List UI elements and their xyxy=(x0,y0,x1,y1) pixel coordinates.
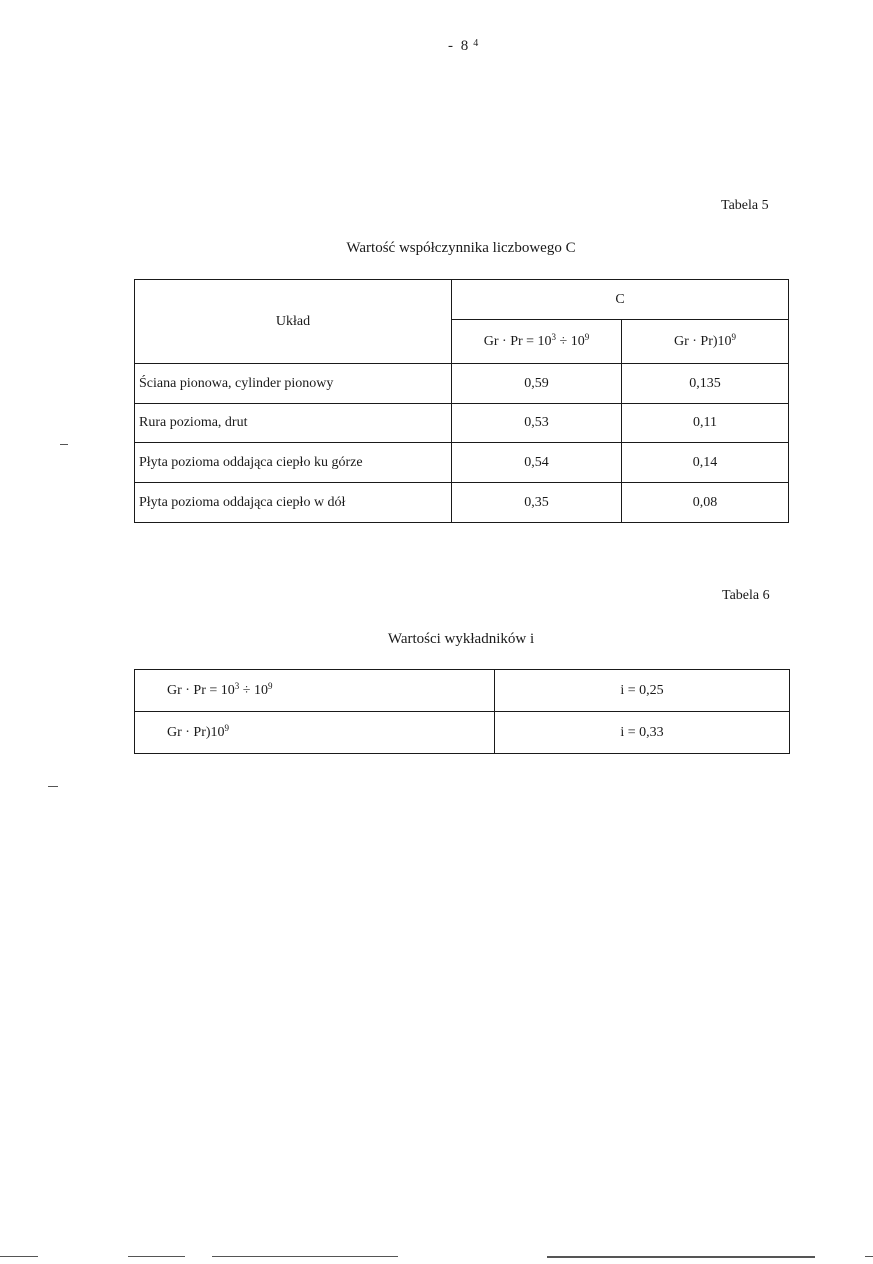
table5-cell-system: Rura pozioma, drut xyxy=(135,404,452,443)
table5-header-col1: $Gr \cdot Pr = 10^3 \div 10^9$ xyxy=(452,320,622,364)
table5-header-col2: $Gr \cdot Pr)10^9$ xyxy=(622,320,789,364)
table5-cell-c1: 0,53 xyxy=(452,404,622,443)
scan-mark xyxy=(547,1256,815,1258)
table5-cell-c2: 0,14 xyxy=(622,443,789,483)
scan-mark xyxy=(212,1256,398,1257)
scan-mark xyxy=(0,1256,38,1257)
page-mark: 4 xyxy=(473,38,481,49)
table5-header-system: Układ xyxy=(135,280,452,364)
table5-cell-c1: 0,54 xyxy=(452,443,622,483)
table6-cell-condition: $Gr \cdot Pr)10^9$ xyxy=(135,712,495,754)
table-row xyxy=(135,483,789,523)
table-row xyxy=(135,712,790,754)
scan-mark xyxy=(865,1256,873,1257)
table5-cell-c2: 0,135 xyxy=(622,364,789,404)
table5 xyxy=(134,279,789,523)
table5-cell-c1: 0,35 xyxy=(452,483,622,523)
table5-title: Wartość współczynnika liczbowego C xyxy=(346,240,576,256)
table5-cell-c1: 0,59 xyxy=(452,364,622,404)
table6-cell-value: i = 0,33 xyxy=(495,712,790,754)
table6-cell-condition: $Gr \cdot Pr = 10^3 \div 10^9$ xyxy=(135,670,495,712)
table6-title: Wartości wykładników i xyxy=(387,631,535,647)
scan-mark xyxy=(128,1256,185,1257)
table-row xyxy=(135,404,789,443)
page-number xyxy=(448,38,480,55)
table6 xyxy=(134,669,790,754)
table-row xyxy=(135,364,789,404)
scan-mark xyxy=(60,444,68,445)
table5-label: Tabela 5 xyxy=(721,198,769,213)
table5-cell-c2: 0,08 xyxy=(622,483,789,523)
table5-cell-system: Ściana pionowa, cylinder pionowy xyxy=(135,364,452,404)
table6-label: Tabela 6 xyxy=(722,588,770,603)
table-row xyxy=(135,670,790,712)
table5-cell-c2: 0,11 xyxy=(622,404,789,443)
table5-cell-system: Płyta pozioma oddająca ciepło ku górze xyxy=(135,443,452,483)
scan-mark xyxy=(48,786,58,787)
page-number-text: - 8 xyxy=(448,38,471,54)
table-row xyxy=(135,443,789,483)
table5-header-c: C xyxy=(452,280,789,320)
table6-cell-value: i = 0,25 xyxy=(495,670,790,712)
table5-cell-system: Płyta pozioma oddająca ciepło w dół xyxy=(135,483,452,523)
